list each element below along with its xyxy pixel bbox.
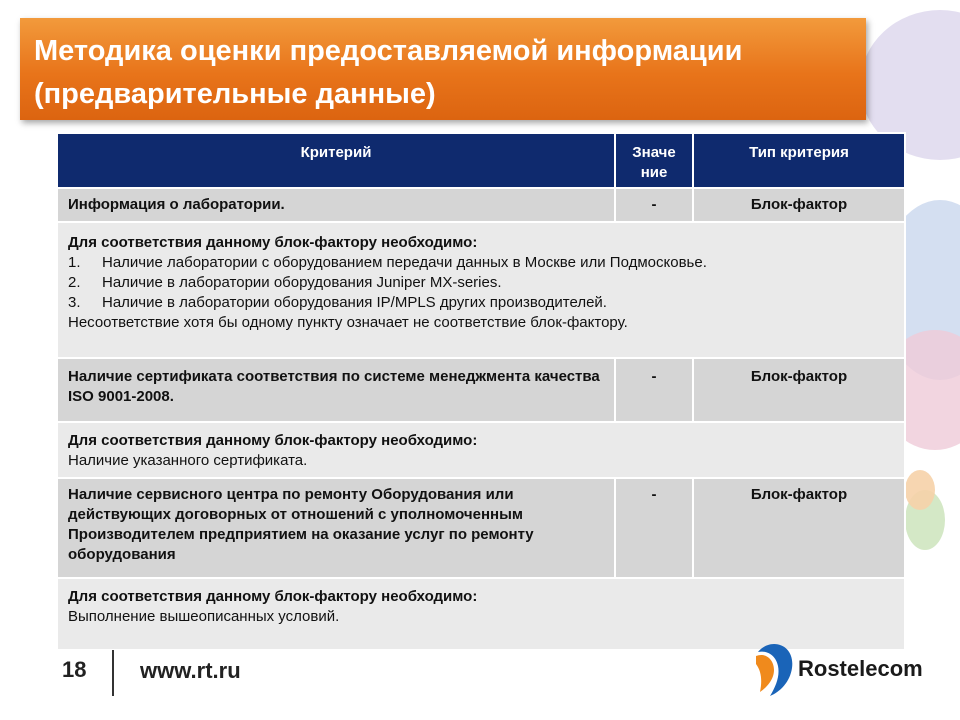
page-title: Методика оценки предоставляемой информации (предварительные данные) bbox=[34, 35, 743, 110]
type-cell: Блок-фактор bbox=[693, 188, 905, 222]
header-value: Значе ние bbox=[615, 133, 693, 188]
header-criterion: Критерий bbox=[57, 133, 615, 188]
note-cell bbox=[57, 422, 905, 478]
rostelecom-logo bbox=[752, 640, 952, 700]
value-cell: - bbox=[615, 358, 693, 422]
note-conclusion: Несоответствие хотя бы одному пункту означает не соответствие блок-фактору. bbox=[68, 314, 628, 331]
logo-text: Rostelecom bbox=[798, 656, 923, 681]
list-item: 2. Наличие в лаборатории оборудования Juniper MX-series. bbox=[68, 274, 502, 291]
criterion-cell: Информация о лаборатории. bbox=[57, 188, 615, 222]
table-row bbox=[57, 478, 905, 578]
title-banner bbox=[20, 18, 866, 120]
note-conclusion: Наличие указанного сертификата. bbox=[68, 452, 308, 469]
value-cell: - bbox=[615, 188, 693, 222]
header-type: Тип критерия bbox=[693, 133, 905, 188]
page-number: 18 bbox=[62, 657, 87, 682]
list-item: 3. Наличие в лаборатории оборудования IP/MPLS других производителей. bbox=[68, 294, 607, 311]
criterion-cell: Наличие сервисного центра по ремонту Оборудования или действующих договорных от отношений с уполномоченным Производителем предприятием на оказание услуг по ремонту оборудования bbox=[57, 478, 615, 578]
list-item: 1. Наличие лаборатории с оборудованием передачи данных в Москве или Подмосковье. bbox=[68, 254, 707, 271]
rostelecom-logo-icon bbox=[752, 642, 796, 698]
decor-blob-orange bbox=[905, 470, 935, 510]
table-row bbox=[57, 358, 905, 422]
note-heading: Для соответствия данному блок-фактору необходимо: bbox=[68, 432, 478, 449]
footer-url-link[interactable]: www.rt.ru bbox=[140, 658, 241, 683]
type-cell: Блок-фактор bbox=[693, 478, 905, 578]
criteria-table bbox=[56, 132, 906, 651]
table-header-row bbox=[57, 133, 905, 188]
note-conclusion: Выполнение вышеописанных условий. bbox=[68, 608, 340, 625]
note-row bbox=[57, 422, 905, 478]
value-cell: - bbox=[615, 478, 693, 578]
note-list bbox=[68, 253, 896, 313]
table-row bbox=[57, 188, 905, 222]
note-row bbox=[57, 222, 905, 358]
type-cell: Блок-фактор bbox=[693, 358, 905, 422]
note-heading: Для соответствия данному блок-фактору необходимо: bbox=[68, 234, 478, 251]
note-cell bbox=[57, 222, 905, 358]
note-heading: Для соответствия данному блок-фактору необходимо: bbox=[68, 588, 478, 605]
footer-divider bbox=[112, 650, 114, 696]
criterion-cell: Наличие сертификата соответствия по системе менеджмента качества ISO 9001-2008. bbox=[57, 358, 615, 422]
